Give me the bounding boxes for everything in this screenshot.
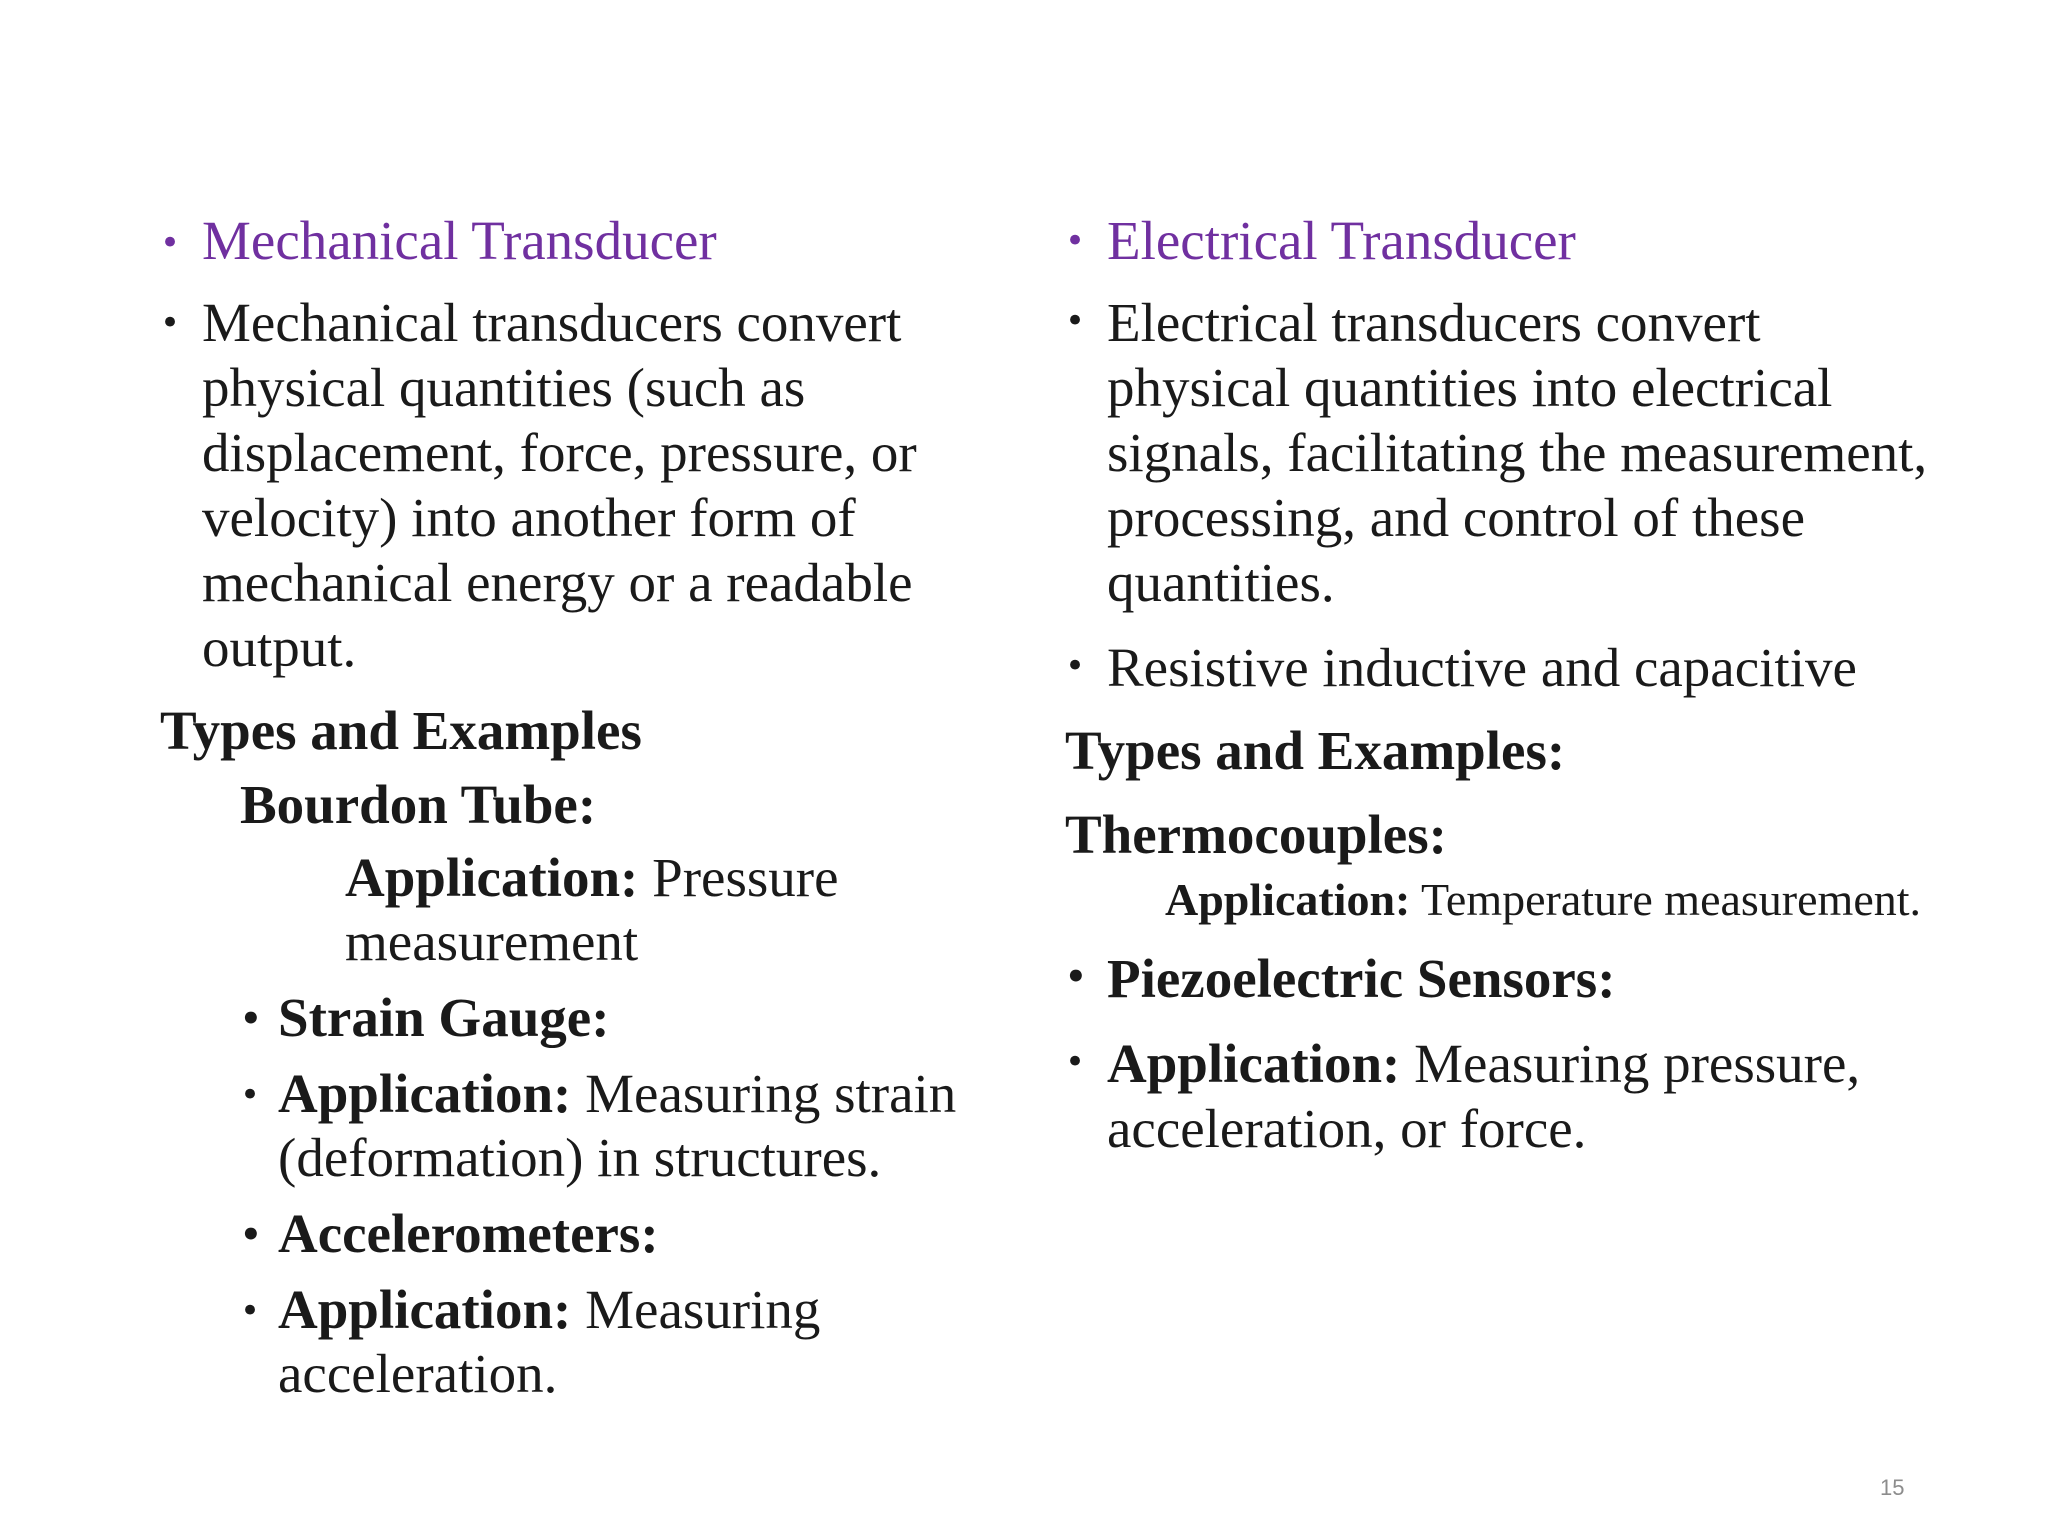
resistive-item	[1065, 635, 1945, 700]
page-number: 15	[1880, 1475, 1905, 1500]
mechanical-description-item	[160, 290, 1020, 680]
bullet-icon: •	[1065, 221, 1086, 261]
strain-gauge-application-item	[240, 1062, 1020, 1190]
bullet-icon: •	[1065, 1042, 1086, 1082]
bullet-icon: •	[1065, 301, 1086, 341]
application-text: Measuring acceleration.	[278, 1279, 821, 1404]
right-column	[1065, 210, 1945, 1161]
bullet-icon: •	[160, 223, 181, 263]
mechanical-types-title: Types and Examples	[160, 700, 642, 761]
application-label: Application:	[278, 1279, 572, 1340]
thermocouples-application	[1165, 874, 1945, 926]
electrical-heading: Electrical Transducer	[1107, 210, 1576, 271]
accelerometers-title: Accelerometers:	[278, 1203, 659, 1264]
resistive-text: Resistive inductive and capacitive	[1107, 637, 1857, 698]
application-text: Measuring strain (deformation) in structures.	[278, 1063, 957, 1188]
strain-gauge-title: Strain Gauge:	[278, 987, 610, 1048]
application-text: Measuring pressure, acceleration, or force.	[1107, 1033, 1861, 1159]
application-label: Application:	[278, 1063, 572, 1124]
mechanical-heading-item	[160, 210, 1020, 272]
bullet-icon: •	[240, 999, 262, 1039]
electrical-types-title: Types and Examples:	[1065, 720, 1566, 781]
bullet-icon: •	[160, 303, 181, 343]
application-label: Application:	[345, 847, 639, 908]
left-column	[160, 210, 1020, 1406]
application-label: Application:	[1107, 1033, 1401, 1094]
bullet-icon: •	[240, 1075, 261, 1115]
electrical-description-item	[1065, 290, 1945, 615]
bullet-icon: •	[1065, 957, 1087, 997]
electrical-description: Electrical transducers convert physical quantities into electrical signals, facilitating the measurement, processing, and control of these quantities.	[1107, 292, 1928, 613]
piezoelectric-item	[1065, 946, 1945, 1011]
mechanical-description: Mechanical transducers convert physical quantities (such as displacement, force, pressure, or velocity) into another form of mechanical energy or a readable output.	[202, 292, 917, 678]
accelerometers-application-item	[240, 1278, 1020, 1406]
application-text: Pressure measurement	[345, 847, 839, 972]
bourdon-tube-title: Bourdon Tube:	[240, 774, 597, 835]
mechanical-heading: Mechanical Transducer	[202, 210, 717, 271]
bullet-icon: •	[240, 1291, 261, 1331]
accelerometers-item	[240, 1202, 1020, 1266]
application-text: Temperature measurement.	[1410, 874, 1922, 925]
piezoelectric-application-item	[1065, 1031, 1945, 1161]
piezoelectric-title: Piezoelectric Sensors:	[1107, 948, 1616, 1009]
thermocouples-title: Thermocouples:	[1065, 804, 1447, 865]
bullet-icon: •	[240, 1215, 262, 1255]
strain-gauge-item	[240, 986, 1020, 1050]
application-label: Application:	[1165, 874, 1411, 925]
bullet-icon: •	[1065, 646, 1086, 686]
bourdon-tube-application	[345, 846, 1020, 974]
electrical-heading-item	[1065, 210, 1945, 272]
